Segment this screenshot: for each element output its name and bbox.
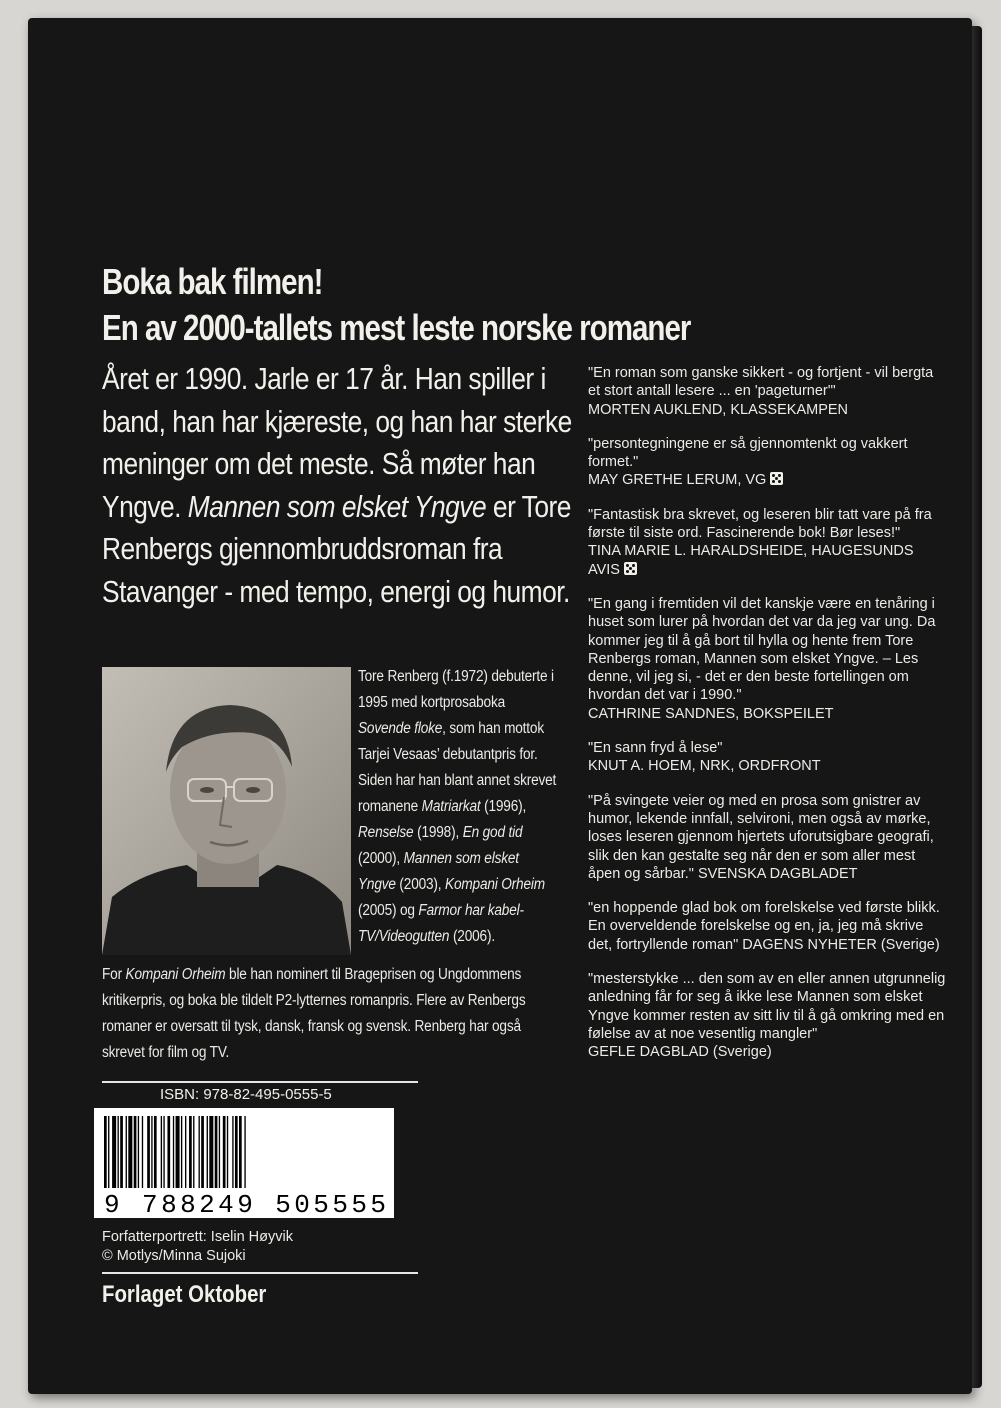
bio-title: Kompani Orheim — [445, 876, 545, 893]
review-quote-source — [588, 757, 946, 775]
photo-credit — [102, 1228, 402, 1266]
bio-text: (1996), — [480, 798, 527, 815]
barcode-bar — [223, 1116, 226, 1188]
barcode-bar — [181, 1116, 182, 1188]
review-source-label: TINA MARIE L. HARALDSHEIDE, HAUGESUNDS AVIS — [588, 543, 914, 578]
barcode-bar — [120, 1116, 123, 1188]
photo-credit-line-1: Forfatterportrett: Iselin Høyvik — [102, 1229, 293, 1245]
bio-title: Kompani Orheim — [125, 966, 226, 983]
isbn-label: ISBN: 978-82-495-0555-5 — [160, 1086, 332, 1103]
barcode-digits: 9 788249 505555 — [104, 1190, 386, 1218]
review-quote — [588, 506, 946, 579]
review-quote — [588, 595, 946, 723]
bio-text: For — [102, 966, 126, 983]
barcode-bar — [173, 1116, 174, 1188]
review-quote-text: "En sann fryd å lese" — [588, 740, 723, 757]
review-quote-text: "En roman som ganske sikkert - og fortjent - vil bergta et stort antall lesere ... en 'pageturner'" — [588, 365, 934, 400]
barcode-bar — [104, 1116, 107, 1188]
review-source-label: MORTEN AUKLEND, KLASSEKAMPEN — [588, 401, 849, 418]
barcode-bar — [134, 1116, 137, 1188]
author-bio-column — [358, 664, 559, 950]
review-quote-text: "en hoppende glad bok om forelskelse ved første blikk. En overveldende forelskelse og en, ja, jeg må skrive det, fortryllende roman" DAGENS NYHETER (Sverige) — [588, 900, 940, 953]
barcode-bar — [154, 1116, 157, 1188]
headline-line-1: Boka bak filmen! — [102, 261, 323, 302]
bio-title: Matriarkat — [421, 798, 481, 815]
author-bio-continued — [102, 962, 555, 1066]
bio-text: (1998), — [413, 824, 463, 841]
review-quote — [588, 364, 946, 419]
barcode-bar — [151, 1116, 152, 1188]
review-source-label: GEFLE DAGBLAD (Sverige) — [588, 1044, 772, 1061]
author-portrait-drawing — [102, 667, 351, 955]
review-quote — [588, 970, 946, 1061]
barcode-bar — [128, 1116, 132, 1188]
barcode-bar — [163, 1116, 164, 1188]
bio-text: (2005) og — [358, 902, 419, 919]
barcode-bar — [161, 1116, 162, 1188]
photo-credit-line-2: © Motlys/Minna Sujoki — [102, 1248, 246, 1264]
blurb-text-1: Året er 1990. Jarle er 17 år. Han spiller i band, han har kjæreste, og han har sterke meninger om det meste. Så møter han Yngve. — [102, 361, 572, 524]
review-quote-text: "En gang i fremtiden vil det kanskje være en tenåring i huset som lurer på hvordan det var da jeg var ung. Da kommer jeg til å gå bort til hylla og hente frem Tore Renbergs roman, Mannen som elsket Yngve. – Les denne, vil jeg si, - det er den beste fortellingen om hvordan det var i 1990." — [588, 595, 936, 704]
bio-title: Mannen som elsket Yngve — [358, 850, 519, 893]
blurb-text-2: er Tore Renbergs gjennombruddsroman fra Stavanger - med tempo, energi og humor. — [102, 488, 571, 609]
barcode-bar — [232, 1116, 233, 1188]
review-quote-source — [588, 705, 946, 723]
review-quote-text: "Fantastisk bra skrevet, og leseren blir tatt vare på fra første til siste ord. Fascinerende bok! Bør leses!" — [588, 506, 932, 542]
blurb-title: Mannen som elsket Yngve — [187, 488, 487, 524]
barcode-bar — [147, 1116, 150, 1188]
review-quote — [588, 792, 946, 883]
barcode-bar — [118, 1116, 119, 1188]
headline-line-2: En av 2000-tallets mest leste norske romaner — [102, 307, 691, 348]
barcode-bar — [209, 1116, 213, 1188]
barcode-bars — [94, 1108, 394, 1218]
barcode-bar — [199, 1116, 200, 1188]
barcode-bar — [189, 1116, 192, 1188]
review-quote-text: "persontegningene er så gjennomtenkt og vakkert formet." — [588, 435, 908, 471]
barcode-bar — [239, 1116, 242, 1188]
barcode-bar — [176, 1116, 180, 1188]
review-quote-source — [588, 471, 946, 489]
bio-title: Farmor har kabel-TV/Videogutten — [358, 902, 524, 945]
barcode-bar — [193, 1116, 194, 1188]
review-quote — [588, 435, 946, 490]
dice-five-icon — [624, 562, 637, 575]
review-quote-text: "På svingete veier og med en prosa som gnistrer av humor, lekende innfall, selvironi, men også av mørke, loses leseren gjennom hjertets uforutsigbare geografi, slik den kan gestalte seg når den er som aller mest åpen og sårbar." SVENSKA DAGBLADET — [588, 792, 934, 882]
bio-text: ble han nominert til Brageprisen og Ungdommens kritikerpris, og boka ble tildelt P2-lytternes romanpris. Flere av Renbergs romaner er oversatt til tysk, dansk, fransk og svensk. Renberg har også skrevet for film og TV. — [102, 966, 526, 1061]
author-portrait — [102, 667, 351, 955]
bio-text: Tore Renberg (f.1972) debuterte i 1995 med kortprosaboka — [358, 668, 554, 711]
review-quote-source — [588, 542, 946, 579]
barcode-bar — [142, 1116, 143, 1188]
review-source-label: CATHRINE SANDNES, BOKSPEILET — [588, 705, 834, 722]
barcode-bar — [215, 1116, 218, 1188]
bio-title: En god tid — [462, 824, 523, 841]
barcode-bar — [244, 1116, 245, 1188]
dice-five-icon — [770, 472, 783, 485]
divider — [102, 1272, 418, 1274]
bio-text: (2006). — [449, 928, 495, 945]
barcode-bar — [185, 1116, 186, 1188]
review-source-label: KNUT A. HOEM, NRK, ORDFRONT — [588, 758, 821, 775]
bio-text: (2003), — [395, 876, 446, 893]
divider — [102, 1081, 418, 1083]
review-source-label: MAY GRETHE LERUM, VG — [588, 472, 767, 489]
bio-text: , som han mottok Tarjei Vesaas’ debutantpris for. Siden har han blant annet skrevet romanene — [358, 720, 557, 815]
review-quote-source — [588, 401, 946, 419]
barcode — [94, 1108, 394, 1218]
bio-title: Renselse — [358, 824, 414, 841]
page-edges — [972, 26, 982, 1388]
review-quote-text: "mesterstykke ... den som av en eller annen utgrunnelig anledning får for seg å ikke lese Mannen som elsket Yngve kommer resten av sitt liv til å gå omkring med en følelse av at noe vesentlig mangler" — [588, 971, 946, 1042]
barcode-bar — [219, 1116, 220, 1188]
publisher-name: Forlaget Oktober — [102, 1281, 267, 1308]
review-quote — [588, 739, 946, 776]
barcode-bar — [167, 1116, 170, 1188]
bio-text: (2000), — [358, 850, 404, 867]
bio-title: Sovende floke — [358, 720, 443, 737]
review-quote-source — [588, 1043, 946, 1061]
barcode-bar — [201, 1116, 204, 1188]
barcode-bar — [108, 1116, 109, 1188]
blurb — [102, 358, 578, 613]
barcode-bar — [207, 1116, 208, 1188]
review-quotes — [588, 364, 946, 1078]
barcode-bar — [126, 1116, 127, 1188]
barcode-bar — [227, 1116, 228, 1188]
barcode-bar — [112, 1116, 116, 1188]
review-quote — [588, 899, 946, 954]
barcode-bar — [235, 1116, 238, 1188]
barcode-bar — [138, 1116, 139, 1188]
